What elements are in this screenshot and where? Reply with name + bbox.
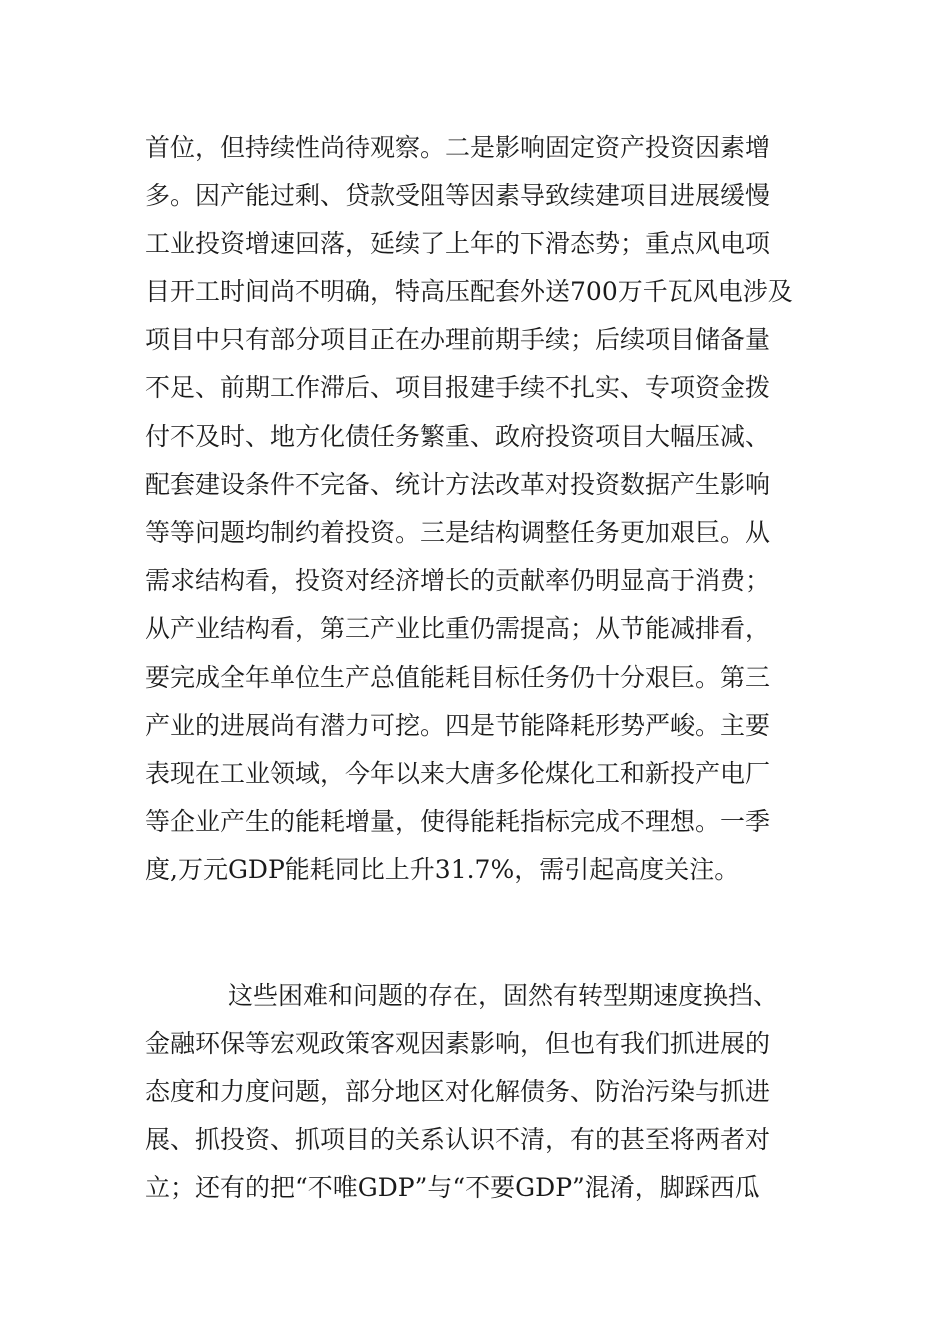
- text-line: 不足、前期工作滞后、项目报建手续不扎实、专项资金拨: [145, 373, 771, 402]
- text-line: 多。因产能过剩、贷款受阻等因素导致续建项目进展缓慢: [145, 181, 771, 210]
- text-line: 态度和力度问题，部分地区对化解债务、防治污染与抓进: [145, 1077, 771, 1106]
- text-line: 金融环保等宏观政策客观因素影响，但也有我们抓进展的: [145, 1029, 771, 1058]
- text-line: 产业的进展尚有潜力可挖。四是节能降耗形势严峻。主要: [145, 711, 771, 740]
- text-line: 配套建设条件不完备、统计方法改革对投资数据产生影响: [145, 470, 771, 499]
- text-line: 付不及时、地方化债任务繁重、政府投资项目大幅压减、: [145, 422, 771, 451]
- text-line: 目开工时间尚不明确，特高压配套外送700万千瓦风电涉及: [145, 277, 793, 306]
- text-line: 等企业产生的能耗增量，使得能耗指标完成不理想。一季: [145, 807, 771, 836]
- text-line: 工业投资增速回落，延续了上年的下滑态势；重点风电项: [145, 229, 771, 258]
- text-line: 从产业结构看，第三产业比重仍需提高；从节能减排看，: [145, 614, 771, 643]
- text-line: 要完成全年单位生产总值能耗目标任务仍十分艰巨。第三: [145, 663, 771, 692]
- text-line: 展、抓投资、抓项目的关系认识不清，有的甚至将两者对: [145, 1125, 771, 1154]
- text-line: 这些困难和问题的存在，固然有转型期速度换挡、: [228, 981, 779, 1010]
- text-line: 度,万元GDP能耗同比上升31.7%，需引起高度关注。: [145, 855, 740, 884]
- text-line: 需求结构看，投资对经济增长的贡献率仍明显高于消费；: [145, 566, 771, 595]
- text-line: 首位，但持续性尚待观察。二是影响固定资产投资因素增: [145, 133, 771, 162]
- text-line: 表现在工业领域，今年以来大唐多伦煤化工和新投产电厂: [145, 759, 771, 788]
- text-line: 项目中只有部分项目正在办理前期手续；后续项目储备量: [145, 325, 771, 354]
- text-line: 立；还有的把“不唯GDP”与“不要GDP”混淆，脚踩西瓜: [145, 1173, 760, 1202]
- text-line: 等等问题均制约着投资。三是结构调整任务更加艰巨。从: [145, 518, 771, 547]
